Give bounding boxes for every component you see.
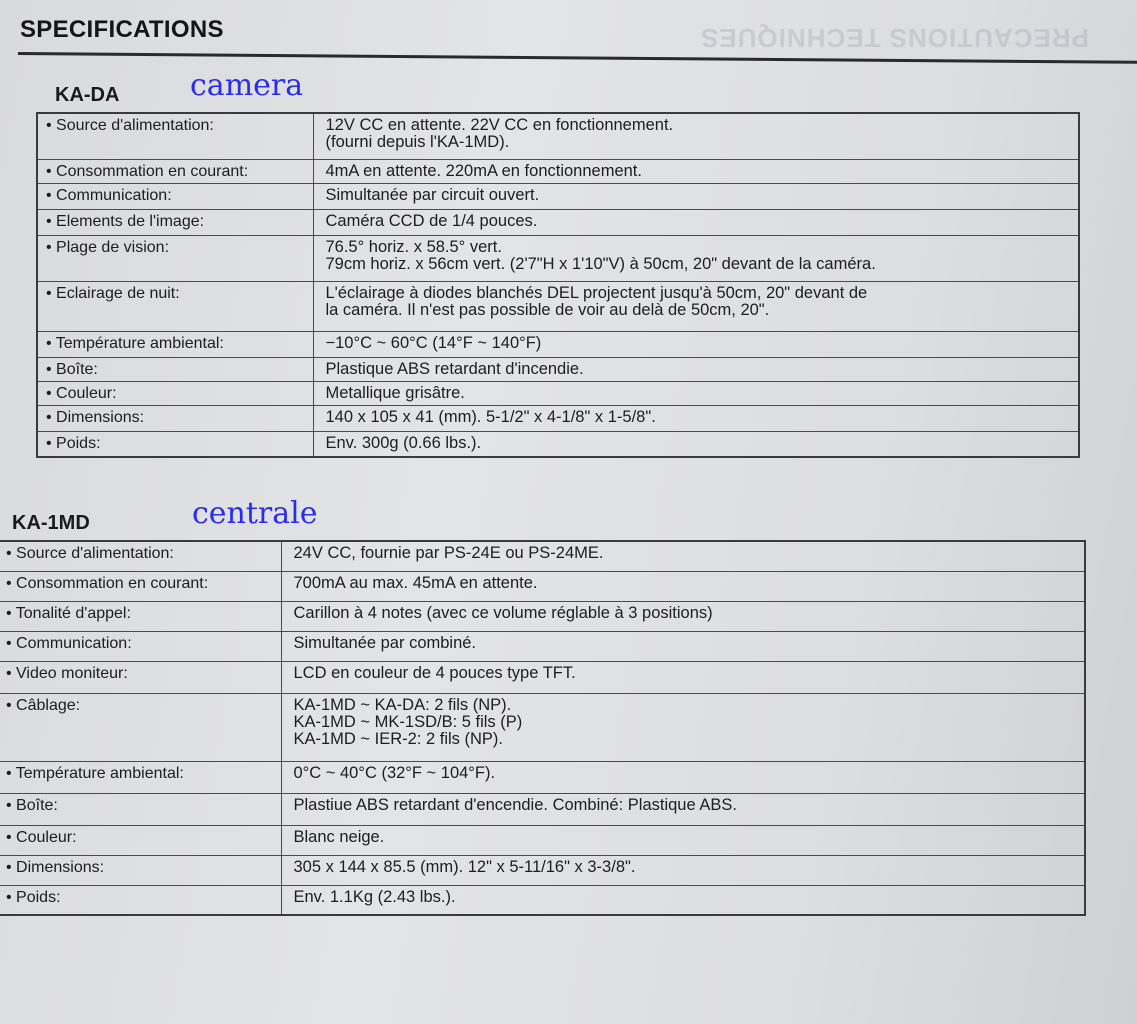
handwritten-note-centrale: centrale	[192, 496, 318, 531]
spec-table-ka-1md	[0, 540, 1086, 916]
table-row	[37, 113, 1079, 159]
spec-value: Carillon à 4 notes (avec ce volume réglable à 3 positions)	[281, 601, 1085, 631]
spec-table-ka-da	[36, 112, 1080, 458]
spec-value: 76.5° horiz. x 58.5° vert. 79cm horiz. x 56cm vert. (2'7"H x 1'10"V) à 50cm, 20" devant de la caméra.	[313, 235, 1079, 281]
spec-value: 0°C ~ 40°C (32°F ~ 104°F).	[281, 761, 1085, 793]
spec-value: Env. 1.1Kg (2.43 lbs.).	[281, 885, 1085, 915]
table-row	[37, 209, 1079, 235]
spec-label: • Température ambiental:	[0, 761, 281, 793]
spec-value: Metallique grisâtre.	[313, 381, 1079, 405]
spec-label: • Video moniteur:	[0, 661, 281, 693]
spec-value: −10°C ~ 60°C (14°F ~ 140°F)	[313, 331, 1079, 357]
table-row	[37, 357, 1079, 381]
spec-value: Blanc neige.	[281, 825, 1085, 855]
spec-value: KA-1MD ~ KA-DA: 2 fils (NP). KA-1MD ~ MK-1SD/B: 5 fils (P) KA-1MD ~ IER-2: 2 fils (NP).	[281, 693, 1085, 761]
table-row	[0, 885, 1085, 915]
spec-value: LCD en couleur de 4 pouces type TFT.	[281, 661, 1085, 693]
table-row	[37, 381, 1079, 405]
spec-value: 12V CC en attente. 22V CC en fonctionnement. (fourni depuis l'KA-1MD).	[313, 113, 1079, 159]
table-row	[37, 159, 1079, 183]
spec-label: • Boîte:	[0, 793, 281, 825]
spec-label: • Couleur:	[0, 825, 281, 855]
spec-value: Plastique ABS retardant d'incendie.	[313, 357, 1079, 381]
table-row	[37, 183, 1079, 209]
bleed-through-title: PRECAUTIONS TECHNIQUES	[700, 23, 1089, 53]
section-title-ka-da: KA-DA	[55, 84, 120, 106]
table-row	[37, 405, 1079, 431]
spec-value: 4mA en attente. 220mA en fonctionnement.	[313, 159, 1079, 183]
table-row	[0, 541, 1085, 571]
title-divider	[18, 52, 1137, 64]
table-row	[0, 601, 1085, 631]
spec-label: • Poids:	[0, 885, 281, 915]
table-row	[37, 431, 1079, 457]
table-row	[0, 693, 1085, 761]
spec-label: • Tonalité d'appel:	[0, 601, 281, 631]
spec-value: Plastiue ABS retardant d'encendie. Combiné: Plastique ABS.	[281, 793, 1085, 825]
spec-value: L'éclairage à diodes blanchés DEL projectent jusqu'à 50cm, 20" devant de la caméra. Il n'est pas possible de voir au delà de 50cm, 20".	[313, 281, 1079, 331]
handwritten-note-camera: camera	[190, 68, 304, 103]
section-title-ka-1md: KA-1MD	[12, 512, 90, 534]
spec-label: • Source d'alimentation:	[0, 541, 281, 571]
table-row	[0, 571, 1085, 601]
spec-label: • Consommation en courant:	[37, 159, 313, 183]
spec-value: Caméra CCD de 1/4 pouces.	[313, 209, 1079, 235]
spec-label: • Plage de vision:	[37, 235, 313, 281]
spec-value: 305 x 144 x 85.5 (mm). 12" x 5-11/16" x 3-3/8".	[281, 855, 1085, 885]
spec-label: • Source d'alimentation:	[37, 113, 313, 159]
spec-label: • Consommation en courant:	[0, 571, 281, 601]
table-row	[37, 331, 1079, 357]
spec-value: Env. 300g (0.66 lbs.).	[313, 431, 1079, 457]
table-row	[0, 793, 1085, 825]
spec-label: • Communication:	[37, 183, 313, 209]
spec-value: Simultanée par circuit ouvert.	[313, 183, 1079, 209]
spec-label: • Dimensions:	[0, 855, 281, 885]
table-row	[0, 761, 1085, 793]
spec-label: • Câblage:	[0, 693, 281, 761]
table-row	[0, 855, 1085, 885]
table-row	[37, 281, 1079, 331]
spec-value: 140 x 105 x 41 (mm). 5-1/2" x 4-1/8" x 1-5/8".	[313, 405, 1079, 431]
spec-label: • Température ambiental:	[37, 331, 313, 357]
page-title: SPECIFICATIONS	[20, 16, 224, 43]
spec-label: • Boîte:	[37, 357, 313, 381]
spec-label: • Dimensions:	[37, 405, 313, 431]
spec-label: • Poids:	[37, 431, 313, 457]
spec-value: Simultanée par combiné.	[281, 631, 1085, 661]
spec-label: • Couleur:	[37, 381, 313, 405]
table-row	[0, 631, 1085, 661]
table-row	[0, 825, 1085, 855]
spec-label: • Communication:	[0, 631, 281, 661]
spec-value: 700mA au max. 45mA en attente.	[281, 571, 1085, 601]
spec-label: • Elements de l'image:	[37, 209, 313, 235]
table-row	[0, 661, 1085, 693]
spec-label: • Eclairage de nuit:	[37, 281, 313, 331]
spec-value: 24V CC, fournie par PS-24E ou PS-24ME.	[281, 541, 1085, 571]
table-row	[37, 235, 1079, 281]
